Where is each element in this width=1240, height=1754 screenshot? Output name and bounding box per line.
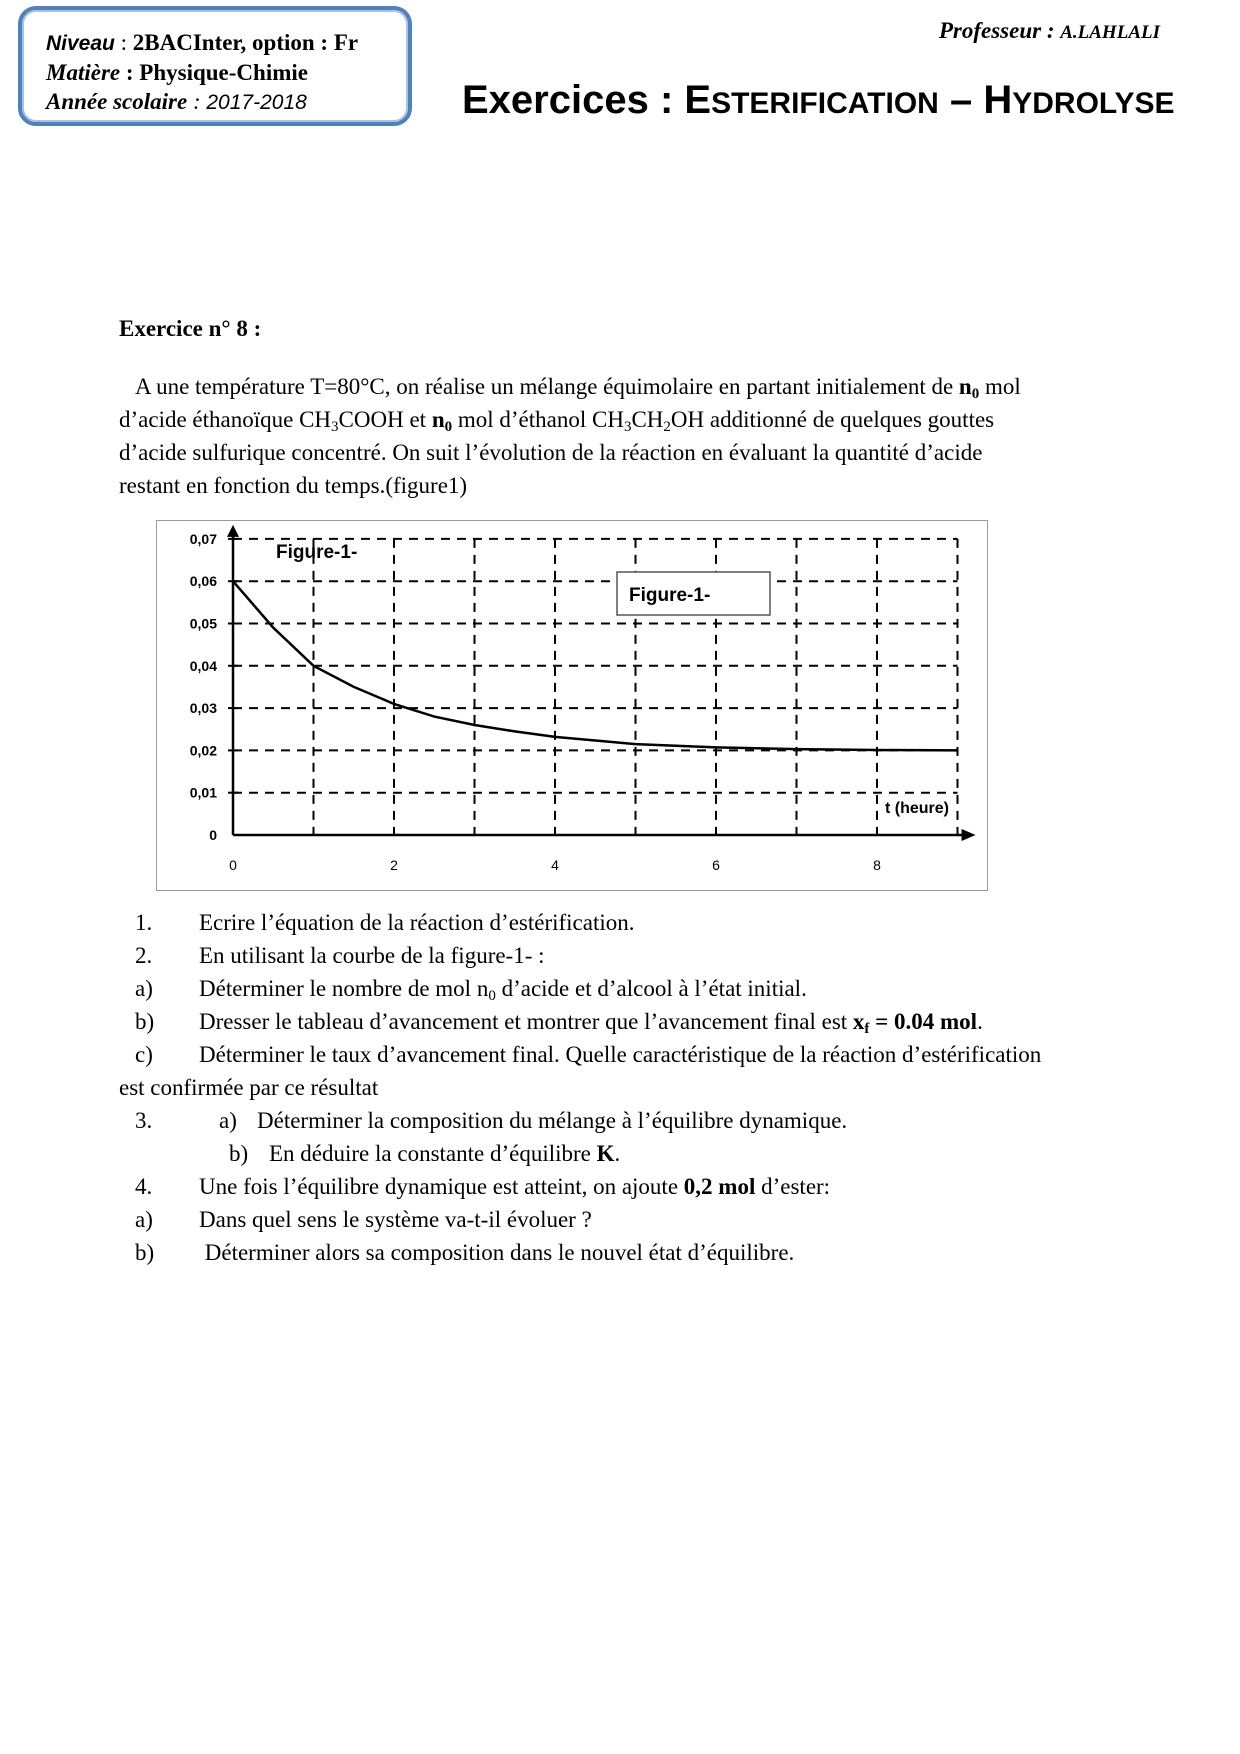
- q2c-num: c): [135, 1042, 153, 1067]
- y-tick-label: 0,06: [189, 573, 217, 590]
- y-tick-label: 0: [209, 827, 217, 843]
- intro-sub3b: 3: [623, 419, 632, 435]
- y-tick-label: 0,01: [189, 784, 217, 801]
- title-ydrolyse: YDROLYSE: [1012, 87, 1175, 120]
- q3b-k: K: [596, 1141, 615, 1166]
- intro-p7: OH additionné de quelques gouttes: [670, 407, 995, 432]
- q4-text-b: d’ester:: [755, 1174, 831, 1199]
- q3a-label: a): [219, 1108, 237, 1133]
- q2b-text-a: Dresser le tableau d’avancement et montrer que l’avancement final est: [199, 1009, 853, 1034]
- intro-p5: mol d’éthanol CH: [452, 407, 624, 432]
- y-tick-label: 0,04: [189, 657, 217, 674]
- annee-label: Année scolaire: [46, 89, 188, 114]
- question-4b: [119, 1236, 794, 1269]
- q3a-text: Déterminer la composition du mélange à l’équilibre dynamique.: [257, 1108, 848, 1133]
- intro-p4: COOH et: [338, 407, 432, 432]
- q4b-text: Déterminer alors sa composition dans le nouvel état d’équilibre.: [199, 1240, 795, 1265]
- q4-text-a: Une fois l’équilibre dynamique est atteint, on ajoute: [199, 1174, 684, 1199]
- x-tick-label: 8: [873, 857, 881, 873]
- q4-num: 4.: [135, 1174, 153, 1199]
- intro-sub2: 2: [663, 419, 671, 435]
- q2b-xf-sub: f: [864, 1021, 870, 1037]
- niveau-value: 2BACInter, option : Fr: [132, 30, 359, 55]
- q2-num: 2.: [135, 943, 153, 968]
- chart-xlabel: t (heure): [885, 800, 949, 817]
- q2b-value: = 0.04 mol: [869, 1009, 978, 1034]
- exercise-intro: [119, 370, 1124, 502]
- intro-p6: CH: [631, 407, 664, 432]
- question-4a: [119, 1203, 592, 1236]
- intro-n0-sub: 0: [971, 386, 980, 402]
- question-2c: [119, 1038, 1041, 1071]
- question-3a: [119, 1104, 847, 1137]
- q2b-text-b: .: [977, 1009, 983, 1034]
- intro-p1: A une température T=80°C, on réalise un mélange équimolaire en partant initialement de: [135, 374, 959, 399]
- question-2a: [119, 972, 807, 1005]
- title-dash: –: [938, 78, 984, 122]
- intro-p2: mol: [979, 374, 1021, 399]
- question-4: [119, 1170, 830, 1203]
- title-sterif: STERIFICATION: [711, 87, 939, 120]
- prof-name: A.LAHLALI: [1060, 22, 1160, 43]
- y-tick-label: 0,02: [189, 742, 217, 759]
- q4-bold: 0,2 mol: [683, 1174, 756, 1199]
- matiere-line: Matière : Physique-Chimie: [46, 60, 308, 85]
- q3b-label: b): [229, 1141, 249, 1166]
- y-tick-label: 0,03: [189, 700, 217, 717]
- question-2c-cont: est confirmée par ce résultat: [119, 1075, 379, 1100]
- annee-line: Année scolaire : 2017-2018: [46, 89, 307, 114]
- intro-p8: d’acide sulfurique concentré. On suit l’évolution de la réaction en évaluant la quantité d’acide: [119, 440, 983, 465]
- professor: [860, 18, 1160, 44]
- q2a-text-b: d’acide et d’alcool à l’état initial.: [495, 976, 807, 1001]
- title-main: Exercices :: [462, 78, 685, 122]
- q3-num: 3.: [135, 1108, 153, 1133]
- x-tick-label: 4: [551, 857, 559, 873]
- chart-svg: [157, 521, 987, 890]
- question-2b: [119, 1005, 983, 1038]
- q4a-text: Dans quel sens le système va-t-il évoluer ?: [199, 1207, 592, 1232]
- title-e: E: [684, 78, 712, 122]
- q1-text: Ecrire l’équation de la réaction d’estérification.: [199, 910, 635, 935]
- annee-value: 2017-2018: [206, 91, 307, 114]
- chart-title: Figure-1-: [276, 542, 358, 563]
- q2a-sub: 0: [488, 988, 496, 1004]
- intro-p3: d’acide éthanoïque CH: [119, 407, 332, 432]
- q1-num: 1.: [135, 910, 153, 935]
- header-info-box: [18, 6, 412, 126]
- q4a-num: a): [135, 1207, 153, 1232]
- matiere-value: Physique-Chimie: [139, 60, 308, 85]
- x-tick-label: 2: [390, 857, 398, 873]
- chart-legend-label: Figure-1-: [629, 585, 711, 606]
- q3b-text-a: En déduire la constante d’équilibre: [269, 1141, 597, 1166]
- q2c-text: Déterminer le taux d’avancement final. Quelle caractéristique de la réaction d’estérification: [199, 1042, 1042, 1067]
- page-title: [462, 78, 1175, 123]
- intro-n0b: n: [431, 407, 445, 432]
- q2b-xf: x: [852, 1009, 865, 1034]
- intro-p9: restant en fonction du temps.(figure1): [119, 473, 468, 498]
- niveau-line: Niveau : 2BACInter, option : Fr: [46, 30, 359, 55]
- q2a-text-a: Déterminer le nombre de mol n: [199, 976, 489, 1001]
- x-tick-label: 6: [712, 857, 720, 873]
- intro-sub3: 3: [331, 419, 339, 435]
- intro-n0: n: [958, 374, 972, 399]
- q3b-text-b: .: [614, 1141, 621, 1166]
- y-tick-label: 0,05: [189, 615, 217, 632]
- exercise-number: Exercice n° 8 :: [119, 316, 262, 341]
- q2b-num: b): [135, 1009, 155, 1034]
- question-3b: [119, 1137, 620, 1170]
- figure-1-chart: [156, 520, 988, 891]
- niveau-label: Niveau: [46, 32, 115, 55]
- q2-text: En utilisant la courbe de la figure-1- :: [199, 943, 545, 968]
- q4b-num: b): [135, 1240, 155, 1265]
- title-h: H: [983, 78, 1013, 122]
- question-2: [119, 939, 545, 972]
- question-1: [119, 906, 635, 939]
- prof-label: Professeur :: [938, 18, 1055, 43]
- intro-n0b-sub: 0: [444, 419, 453, 435]
- q2a-num: a): [135, 976, 153, 1001]
- matiere-label: Matière: [46, 60, 121, 85]
- y-tick-label: 0,07: [189, 530, 217, 547]
- x-tick-label: 0: [229, 857, 237, 873]
